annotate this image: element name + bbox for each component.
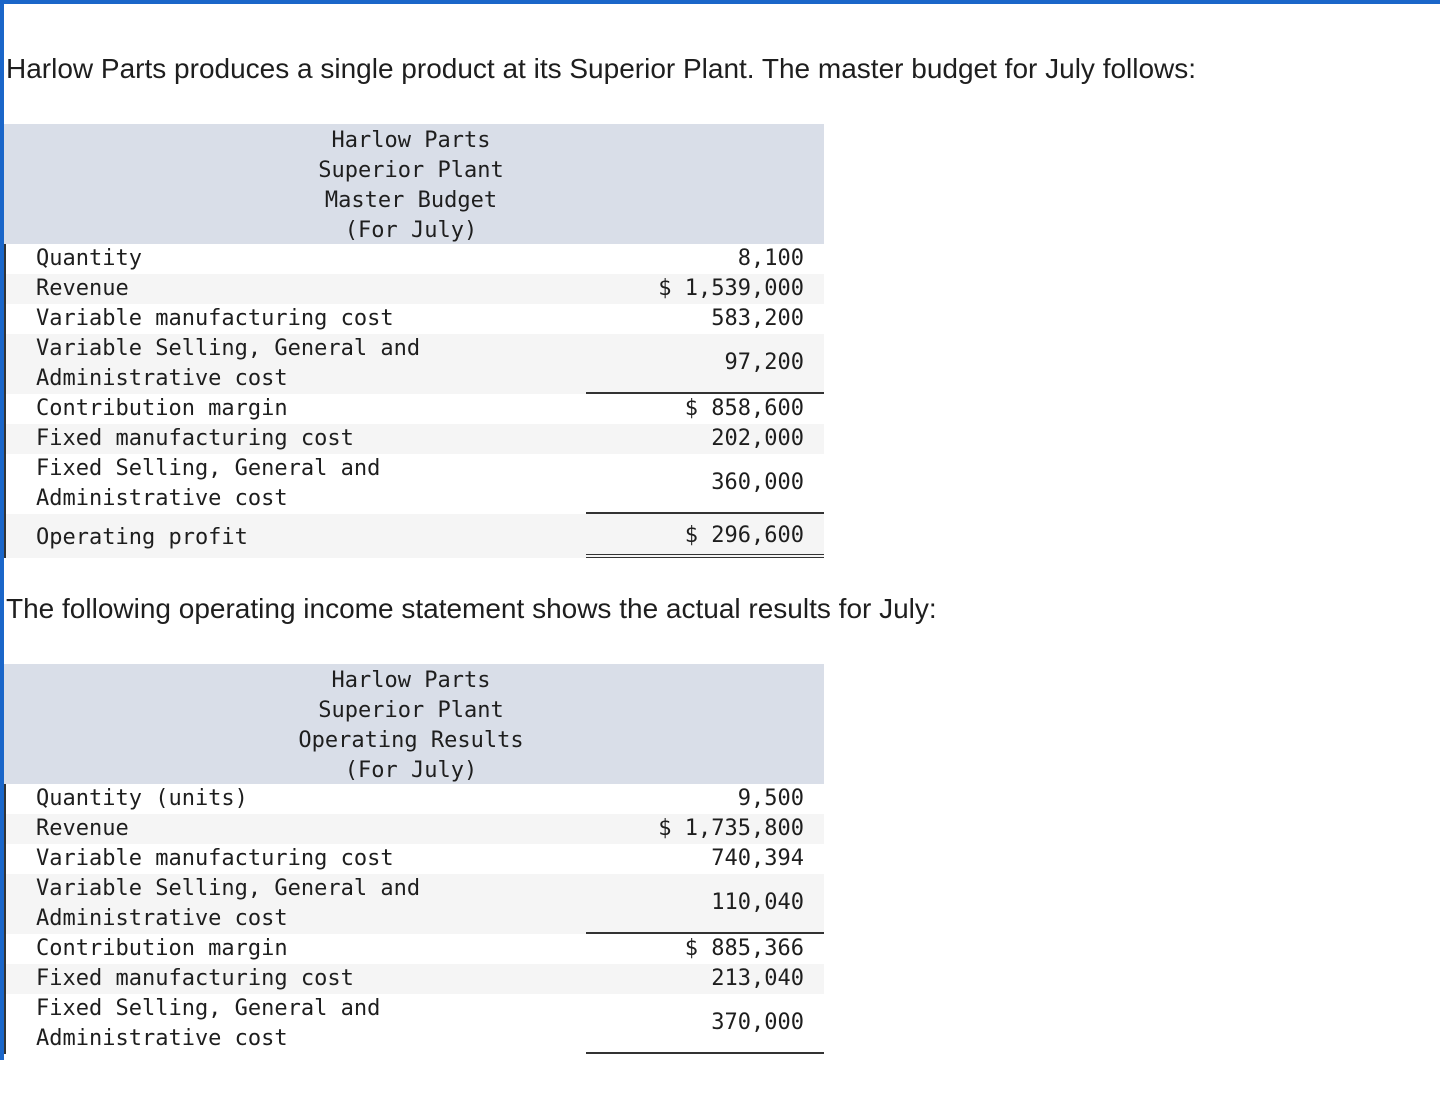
header-plant: Superior Plant xyxy=(318,698,504,723)
row-value: 370,000 xyxy=(586,994,824,1054)
header-period: (For July) xyxy=(344,218,478,243)
row-value: 110,040 xyxy=(586,874,824,934)
row-label: Variable Selling, General and Administrative cost xyxy=(4,874,586,934)
table-row-total xyxy=(4,514,824,558)
row-label: Operating profit xyxy=(4,514,586,558)
header-company: Harlow Parts xyxy=(331,128,491,153)
row-value: $ 858,600 xyxy=(684,396,804,421)
master-budget-table xyxy=(4,124,824,558)
table-row xyxy=(4,964,824,994)
header-plant: Superior Plant xyxy=(318,158,504,183)
row-label: Contribution margin xyxy=(4,394,586,424)
top-border xyxy=(0,0,1440,4)
row-value: 740,394 xyxy=(711,846,804,871)
row-value: 9,500 xyxy=(737,786,804,811)
row-value: $ 1,539,000 xyxy=(658,276,804,301)
table-row xyxy=(4,814,824,844)
row-value: $ 296,600 xyxy=(586,514,824,558)
intro-actual-text: The following operating income statement shows the actual results for July: xyxy=(6,593,937,624)
row-label: Fixed Selling, General and Administrative cost xyxy=(4,994,586,1054)
table-row xyxy=(4,394,824,424)
row-label: Variable manufacturing cost xyxy=(4,304,586,334)
row-value: $ 885,366 xyxy=(684,936,804,961)
header-title: Operating Results xyxy=(298,728,524,753)
row-value: 583,200 xyxy=(711,306,804,331)
table-row xyxy=(4,274,824,304)
table-row xyxy=(4,934,824,964)
table-row xyxy=(4,784,824,814)
table-row xyxy=(4,844,824,874)
row-label: Revenue xyxy=(4,814,586,844)
operating-results-table xyxy=(4,664,824,1054)
table-row xyxy=(4,304,824,334)
table-row xyxy=(4,334,824,394)
row-label: Variable manufacturing cost xyxy=(4,844,586,874)
table-row xyxy=(4,454,824,514)
intro-master-text: Harlow Parts produces a single product at its Superior Plant. The master budget for July follows: xyxy=(6,53,1197,84)
master-budget-header xyxy=(4,124,824,244)
row-label: Fixed manufacturing cost xyxy=(4,964,586,994)
row-label: Contribution margin xyxy=(4,934,586,964)
table-row xyxy=(4,994,824,1054)
header-company: Harlow Parts xyxy=(331,668,491,693)
row-label: Fixed Selling, General and Administrative cost xyxy=(4,454,586,514)
row-value: $ 1,735,800 xyxy=(658,816,804,841)
row-label: Quantity (units) xyxy=(4,784,586,814)
table-row xyxy=(4,424,824,454)
row-value: 202,000 xyxy=(711,426,804,451)
header-title: Master Budget xyxy=(324,188,498,213)
row-label: Quantity xyxy=(4,244,586,274)
row-value: 360,000 xyxy=(586,454,824,514)
row-value: 97,200 xyxy=(586,334,824,394)
row-label: Revenue xyxy=(4,274,586,304)
table-row xyxy=(4,244,824,274)
header-period: (For July) xyxy=(344,758,478,783)
row-label: Fixed manufacturing cost xyxy=(4,424,586,454)
row-label: Variable Selling, General and Administrative cost xyxy=(4,334,586,394)
row-value: 213,040 xyxy=(711,966,804,991)
row-value: 8,100 xyxy=(737,246,804,271)
table-row xyxy=(4,874,824,934)
operating-results-header xyxy=(4,664,824,784)
